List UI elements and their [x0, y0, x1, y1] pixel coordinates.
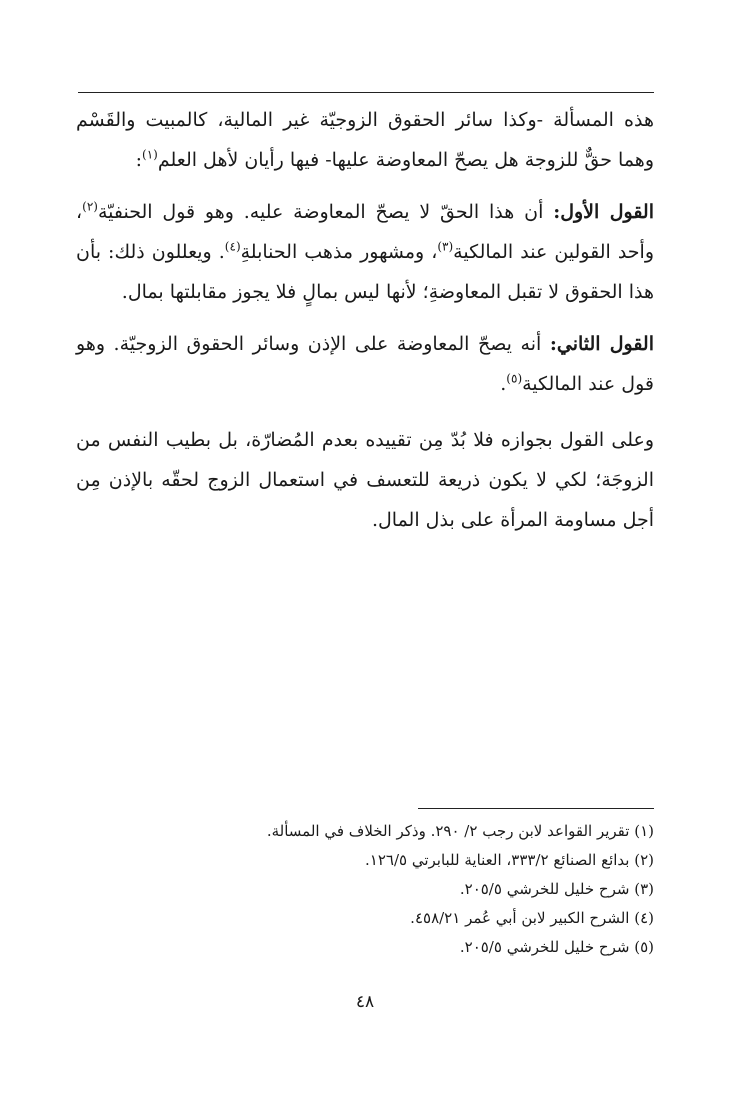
footnote-ref-2[interactable]: (٢) [82, 199, 98, 214]
second-opinion-label: القول الثاني: [549, 333, 654, 355]
paragraph-1-text: هذه المسألة -وكذا سائر الحقوق الزوجيّة غير المالية، كالمبيت والقَسْم وهما حقٌّ للزوجة هل يصحّ المعاوضة عليها- فيها رأيان لأهل العلم [76, 109, 654, 171]
footnote-ref-3[interactable]: (٣) [437, 239, 454, 254]
footnote-ref-1[interactable]: (١) [142, 147, 158, 162]
footnotes [76, 817, 654, 962]
page-number: ٤٨ [355, 992, 375, 1012]
footnote-4: (٤) الشرح الكبير لابن أبي عُمر ٤٥٨/٢١. [410, 909, 654, 927]
paragraph-2-text-3: ، ومشهور مذهب الحنابلةِ [240, 241, 438, 263]
paragraph-4-text: وعلى القول بجوازه فلا بُدّ مِن تقييده بعدم المُضارّة، بل بطيب النفس من الزوجَة؛ لكي لا يكون ذريعة للتعسف في استعمال الزوج لحقّه بالإذن مِن أجل مساومة المرأة على بذل المال. [76, 429, 654, 531]
paragraph-3 [76, 324, 654, 404]
footnote-ref-4[interactable]: (٤) [224, 239, 241, 254]
header-rule [78, 92, 654, 93]
paragraph-1 [76, 100, 654, 180]
footnote-2: (٢) بدائع الصنائع ٣٣٣/٢، العناية للبابرتي ١٢٦/٥. [365, 851, 654, 869]
paragraph-3-text-2: . [500, 373, 507, 395]
paragraph-2-text-4: . ويعللون ذلك: بأن هذا الحقوق لا تقبل المعاوضةِ؛ لأنها ليس بمالٍ فلا يجوز مقابلتها بمال. [76, 241, 654, 303]
paragraph-1-tail: : [135, 149, 143, 171]
paragraph-4 [76, 420, 654, 540]
first-opinion-label: القول الأول: [553, 201, 654, 223]
paragraph-3-text-1: أنه يصحّ المعاوضة على الإذن وسائر الحقوق الزوجيّة. وهو قول عند المالكية [76, 333, 654, 395]
paragraph-2 [76, 192, 654, 312]
footnote-separator [418, 808, 654, 809]
footnote-3: (٣) شرح خليل للخرشي ٢٠٥/٥. [459, 880, 654, 898]
footnote-1: (١) تقرير القواعد لابن رجب ٢/ ٢٩٠. وذكر الخلاف في المسألة. [266, 822, 654, 840]
paragraph-2-text-1: أن هذا الحقّ لا يصحّ المعاوضة عليه. وهو قول الحنفيّة [97, 201, 554, 223]
footnote-ref-5[interactable]: (٥) [506, 371, 523, 386]
footnote-5: (٥) شرح خليل للخرشي ٢٠٥/٥. [459, 938, 654, 956]
main-text [76, 100, 654, 552]
paragraph-2-text-2: ، وأحد القولين عند المالكية [76, 201, 654, 263]
